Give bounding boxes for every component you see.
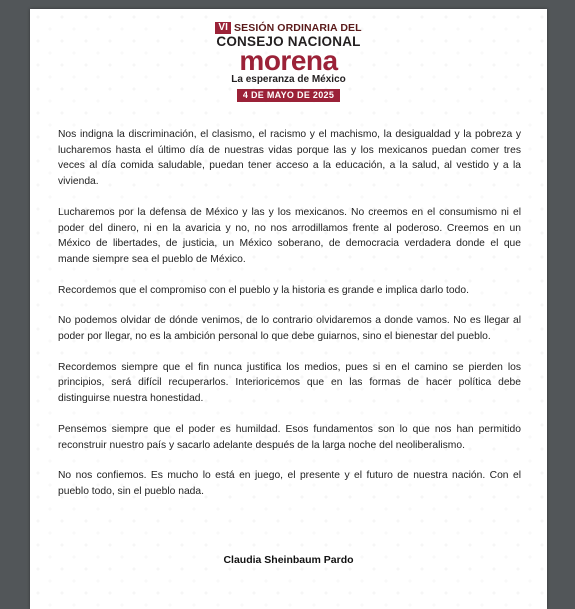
party-logo: morena: [239, 45, 338, 76]
paragraph: Recordemos siempre que el fin nunca justifica los medios, pues si en el camino se pierden los principios, será difícil recuperarlos. Interioricemos que en las formas de hacer política debe distinguirse nuestra honestidad.: [58, 361, 521, 405]
session-line: [30, 22, 547, 34]
party-tagline: La esperanza de México: [231, 74, 346, 85]
paragraph: Nos indigna la discriminación, el clasismo, el racismo y el machismo, la desigualdad y la pobreza y lucharemos hasta el último día de nuestras vidas porque las y los mexicanos puedan comer tres veces al día comida saludable, puedan tener acceso a la educación, a la salud, al vestido y a la vivienda.: [58, 129, 521, 188]
signature: Claudia Sheinbaum Pardo: [223, 554, 354, 566]
event-date-badge: 4 DE MAYO DE 2025: [237, 89, 340, 102]
session-text: SESIÓN ORDINARIA DEL: [234, 22, 362, 34]
paragraph: No nos confiemos. Es mucho lo está en juego, el presente y el futuro de nuestra nación. Con el pueblo todo, sin el pueblo nada.: [58, 470, 521, 497]
paragraph: Lucharemos por la defensa de México y las y los mexicanos. No creemos en el consumismo ni el poder del dinero, ni en la avaricia y no, no nos arrodillamos frente al poderoso. Creemos en un México de libertades, de justicia, un México soberano, de democracia verdadera donde el que mande siempre sea el pueblo de México.: [58, 206, 521, 265]
document-page: [30, 9, 547, 609]
event-header: [30, 22, 547, 103]
council-title: CONSEJO NACIONAL: [216, 34, 361, 49]
statement-body: [58, 127, 521, 515]
session-number-badge: VI: [215, 22, 231, 34]
paragraph: Recordemos que el compromiso con el pueblo y la historia es grande e implica darlo todo.: [58, 284, 469, 296]
paragraph: Pensemos siempre que el poder es humildad. Esos fundamentos son lo que nos han permitido reconstruir nuestro país y sacarlo adelante después de la larga noche del neoliberalismo.: [58, 423, 521, 451]
paragraph: No podemos olvidar de dónde venimos, de lo contrario olvidaremos a donde vamos. No es llegar al poder por llegar, no es la ambición personal lo que debe guiarnos, sino el bienestar del pueblo.: [58, 315, 521, 343]
